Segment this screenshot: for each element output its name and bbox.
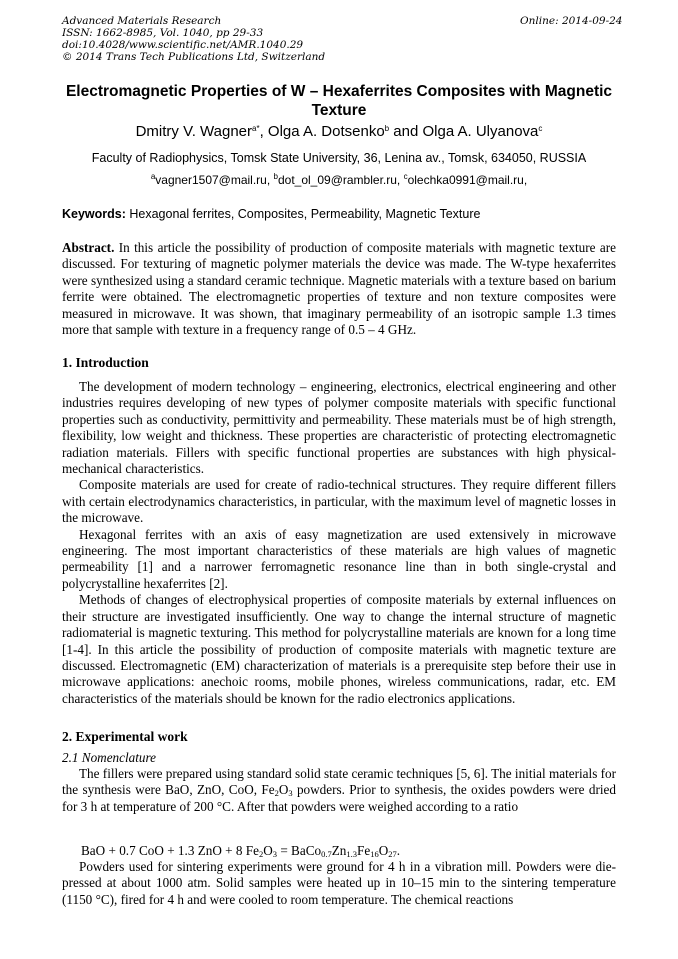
- journal-doi: doi:10.4028/www.scientific.net/AMR.1040.29: [62, 39, 304, 51]
- subscript: 0.7: [321, 849, 332, 859]
- equation-part: O: [378, 843, 389, 858]
- email-mark: b: [273, 172, 278, 181]
- author-list: [62, 122, 616, 142]
- text-run: O: [278, 782, 289, 798]
- keywords-label: Keywords:: [62, 207, 126, 221]
- keywords-text: Hexagonal ferrites, Composites, Permeability, Magnetic Texture: [125, 207, 481, 221]
- author-separator: and: [389, 123, 423, 140]
- reaction-equation: [81, 843, 400, 859]
- subscript: 3: [288, 788, 293, 799]
- email-address: dot_ol_09@rambler.ru,: [277, 173, 404, 187]
- text-run: powders. Prior to synthesis, the oxides powders were dried for 3 h at temperature of 200 °C. After that powders were weighed according to a ratio: [62, 782, 616, 814]
- subscript: 27: [388, 849, 397, 859]
- journal-issn: ISSN: 1662-8985, Vol. 1040, pp 29-33: [62, 27, 264, 39]
- paragraph: Methods of changes of electrophysical properties of composite materials by external influences on their structure are investigated insufficiently. One way to change the internal structure of magnetic radiomaterial is magnetic texturing. This method for polycrystalline materials are known for a long time [1-4]. In this article the possibility of production of composite materials with magnetic texture are discussed. Electromagnetic (EM) characterization of materials is a prerequisite step before their use in microwave applications: anechoic rooms, mobile phones, wireless communications, radar, etc. EM characteristics of the materials should be known for the radio electronics applications.: [62, 592, 616, 706]
- paragraph: The development of modern technology – engineering, electronics, electrical engineering and other industries requires developing of new types of polymer composite materials with specific functional properties such as conductivity, permittivity and permeability. These materials must be of high strength, flexibility, low weight and thickness. These properties are characteristic of protecting electromagnetic radiation materials. Fillers with specific functional properties are substances with high physical-mechanical characteristics.: [62, 379, 616, 477]
- journal-name: Advanced Materials Research: [62, 15, 222, 27]
- paper-title: Electromagnetic Properties of W – Hexaferrites Composites with Magnetic Texture: [65, 83, 613, 119]
- experimental-body: [62, 766, 616, 815]
- paragraph: [62, 766, 616, 815]
- author-affiliation-mark: b: [384, 124, 390, 133]
- equation-part: O: [263, 843, 273, 858]
- subscript: 3: [272, 849, 278, 859]
- equation-part: Fe: [357, 843, 371, 858]
- subsection-heading-nomenclature: 2.1 Nomenclature: [62, 750, 157, 765]
- online-date: Online: 2014-09-24: [520, 15, 623, 27]
- subscript: 1.3: [346, 849, 358, 859]
- author-affiliation: Faculty of Radiophysics, Tomsk State University, 36, Lenina av., Tomsk, 634050, RUSSIA: [91, 151, 587, 165]
- paragraph: Composite materials are used for create of radio-technical structures. They require different fillers with certain electrodynamics characteristics, in particular, with the maximum level of magnetic losses in the microwave.: [62, 477, 616, 526]
- section-heading-introduction: 1. Introduction: [62, 355, 149, 370]
- equation-part: Zn: [331, 843, 347, 858]
- abstract-label: Abstract.: [62, 240, 115, 255]
- author-affiliation-mark: a*: [252, 124, 260, 133]
- journal-header: [62, 15, 482, 63]
- email-address: olechka0991@mail.ru,: [407, 173, 528, 187]
- author-name: Dmitry V. Wagner: [135, 123, 253, 140]
- email-mark: c: [403, 172, 408, 181]
- equation-part: .: [396, 843, 401, 858]
- email-address: vagner1507@mail.ru,: [155, 173, 274, 187]
- subscript: 2: [274, 788, 279, 799]
- keywords-line: [62, 206, 616, 222]
- journal-copyright: © 2014 Trans Tech Publications Ltd, Switzerland: [62, 51, 326, 63]
- author-name: Olga A. Dotsenko: [267, 123, 385, 140]
- paragraph: Powders used for sintering experiments were ground for 4 h in a vibration mill. Powders were die-pressed at about 1000 atm. Solid samples were heated up in 10–15 min to the sintering temperature (1150 °C), fired for 4 h and were cooled to room temperature. The chemical reactions: [62, 859, 616, 907]
- author-emails: [62, 172, 616, 188]
- introduction-body: [62, 379, 616, 707]
- equation-part: BaO + 0.7 CoO + 1.3 ZnO + 8 Fe: [81, 843, 259, 858]
- author-affiliation-mark: c: [538, 124, 543, 133]
- author-name: Olga A. Ulyanova: [422, 123, 539, 140]
- equation-part: = BaCo: [277, 843, 322, 858]
- experimental-body-continued: [62, 859, 616, 908]
- author-separator: ,: [259, 123, 268, 140]
- abstract: [62, 240, 616, 338]
- section-heading-experimental: 2. Experimental work: [62, 729, 188, 744]
- abstract-text: In this article the possibility of production of composite materials with magnetic texture are discussed. For texturing of magnetic polymer materials the device was made. The W-type hexaferrites were synthesized using a standard ceramic technique. Magnetic materials with a texture based on barium ferrite were obtained. The electromagnetic properties of texture and non texture composites were measured in microwave. It was shown, that imaginary permeability of an isotropic sample 1.3 times more that sample with texture in a frequency range of 0.5 – 4 GHz.: [62, 240, 616, 338]
- subscript: 16: [370, 849, 379, 859]
- paragraph: Hexagonal ferrites with an axis of easy magnetization are used extensively in microwave engineering. The most important characteristics of these materials are high values of magnetic permeability [1] and a narrower ferromagnetic resonance line than in both single-crystal and polycrystalline hexaferrites [2].: [62, 526, 616, 591]
- subscript: 2: [259, 849, 264, 859]
- email-mark: a: [150, 172, 156, 181]
- text-run: The fillers were prepared using standard solid state ceramic techniques [5, 6]. The initial materials for the synthesis were BaO, ZnO, CoO, Fe: [62, 766, 616, 798]
